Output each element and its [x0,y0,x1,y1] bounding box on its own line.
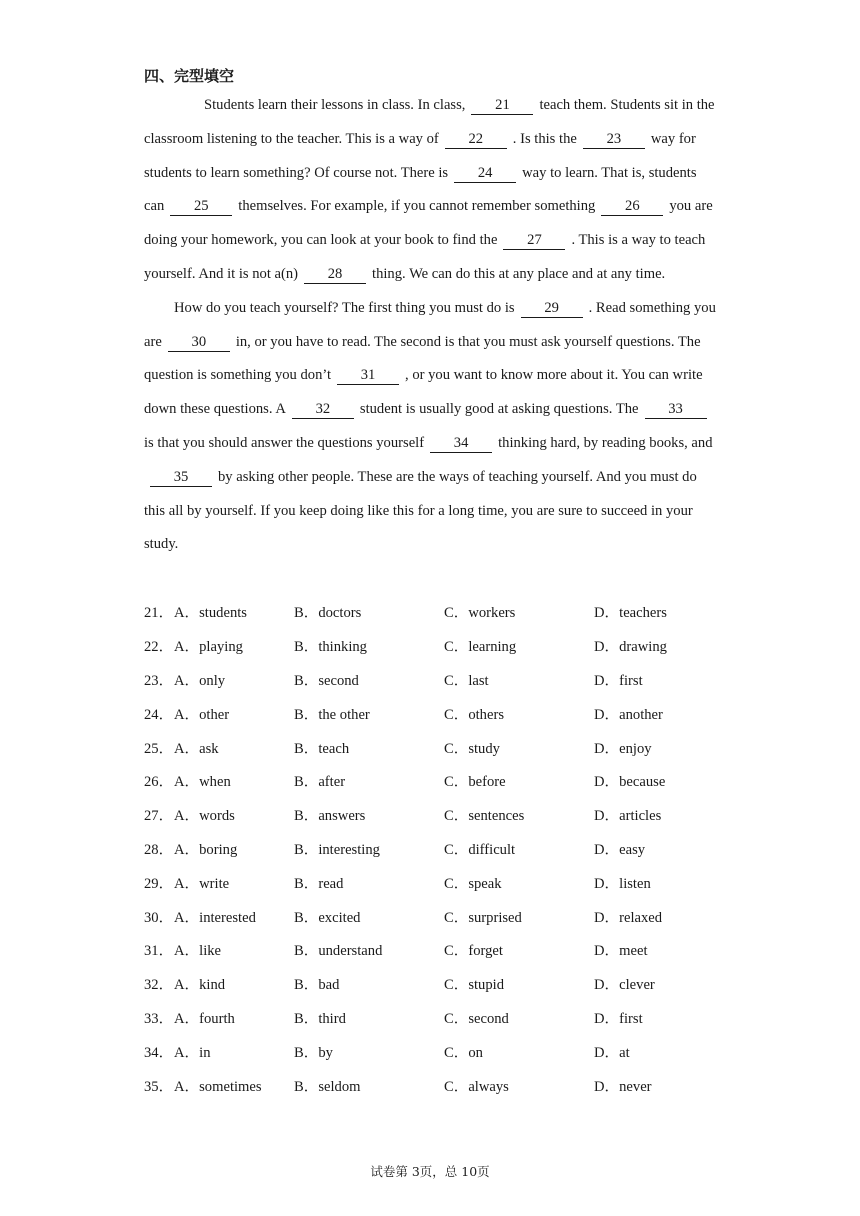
answer-blank: 30 [168,333,230,352]
passage-text: . This is a way to teach yourself. And it is not a(n) [144,232,706,282]
passage-text: Students learn their lessons in class. In class, [204,97,466,113]
passage-text: way to learn. That is, students can [144,164,697,215]
answer-option: A．write [174,875,230,892]
question-row [144,967,724,1001]
answer-blank: 24 [454,164,516,183]
answer-option: B．by [294,1044,333,1061]
answer-option: B．after [294,774,346,791]
answer-blank: 27 [503,231,565,250]
answer-option: B．third [294,1010,346,1027]
answer-option: C．last [444,672,489,689]
question-number: 30． [144,909,174,926]
answer-option: B．second [294,672,359,689]
question-number: 26． [144,774,174,791]
answer-option: A．fourth [174,1010,235,1027]
answer-option: D．relaxed [594,909,663,926]
passage-text: teach them. Students sit in the classroom listening to the teacher. This is a way of [144,97,715,147]
passage-text: . Is this the [512,130,577,147]
answer-option: D．meet [594,943,648,960]
answer-option: C．workers [444,605,516,622]
passage-text: , or you want to know more about it. You can write down these questions. A [144,367,703,418]
answer-option: B．thinking [294,639,367,656]
question-row [144,730,724,764]
question-row [144,595,724,629]
passage-text: student is usually good at asking questions. The [359,401,639,418]
question-number: 27． [144,808,174,825]
answer-option: C．learning [444,639,517,656]
answer-option: A．interested [174,909,256,926]
answer-option: A．other [174,706,230,723]
answer-option: C．others [444,706,504,723]
answer-option: B．read [294,875,344,892]
answer-option: C．sentences [444,808,525,825]
answer-option: A．sometimes [174,1078,262,1095]
answer-blank: 28 [304,265,366,284]
answer-blank: 31 [337,366,399,385]
passage-paragraph-1 [144,89,716,292]
answer-option: D．drawing [594,639,667,656]
answer-option: C．second [444,1010,509,1027]
answer-blank: 22 [445,130,507,149]
answer-option: D．never [594,1078,652,1095]
passage-text: . Read something you are [144,299,716,350]
question-row [144,629,724,663]
answer-option: B．bad [294,977,340,994]
answer-option: B．answers [294,808,366,825]
answer-option: C．surprised [444,909,522,926]
answer-option: D．articles [594,808,662,825]
answer-option: A．when [174,774,231,791]
question-number: 32． [144,977,174,994]
question-number: 31． [144,943,174,960]
question-row [144,764,724,798]
answer-option: D．because [594,774,666,791]
answer-option: D．teachers [594,605,667,622]
answer-option: B．interesting [294,841,380,858]
passage-text: is that you should answer the questions yourself [144,434,425,451]
answer-blank: 32 [292,400,354,419]
question-number: 29． [144,875,174,892]
question-number: 28． [144,841,174,858]
passage-text: How do you teach yourself? The first thing you must do is [174,299,515,316]
answer-option: B．teach [294,740,350,757]
answer-option: D．clever [594,977,655,994]
question-row [144,1034,724,1068]
answer-option: C．forget [444,943,503,960]
question-number: 22． [144,639,174,656]
answer-option: D．easy [594,841,646,858]
answer-option: D．another [594,706,663,723]
question-row [144,798,724,832]
passage-paragraph-2 [144,292,716,562]
passage-text: thinking hard, by reading books, and [498,434,713,451]
answer-blank: 25 [170,197,232,216]
answer-option: D．listen [594,875,651,892]
passage-text: you are doing your homework, you can look at your book to find the [144,198,713,249]
passage-text: in, or you have to read. The second is that you must ask yourself questions. The question is something you don’t [144,333,701,384]
question-row [144,832,724,866]
answer-option: A．students [174,605,247,622]
answer-option: B．understand [294,943,383,960]
answer-blank: 23 [583,130,645,149]
question-number: 23． [144,672,174,689]
answer-option: B．excited [294,909,361,926]
section-title: 四、完型填空 [144,67,235,85]
answer-option: B．seldom [294,1078,361,1095]
answer-option: C．difficult [444,841,516,858]
page-footer: 试卷第 3页，总 10页 [370,1164,490,1179]
question-options-list [144,595,724,1102]
question-row [144,663,724,697]
answer-blank: 33 [645,400,707,419]
question-row [144,696,724,730]
answer-option: A．ask [174,740,219,757]
passage-text: themselves. For example, if you cannot remember something [238,198,596,215]
answer-blank: 29 [521,299,583,318]
question-row [144,1001,724,1035]
answer-option: A．words [174,808,235,825]
question-number: 33． [144,1010,174,1027]
answer-option: C．before [444,774,506,791]
question-number: 34． [144,1044,174,1061]
answer-option: C．on [444,1044,483,1061]
answer-option: A．boring [174,841,238,858]
answer-option: D．first [594,672,643,689]
answer-blank: 21 [471,96,533,115]
answer-option: C．stupid [444,977,505,994]
answer-option: C．always [444,1078,509,1095]
answer-option: A．in [174,1044,211,1061]
answer-option: B．the other [294,706,370,723]
answer-blank: 34 [430,434,492,453]
passage-text: way for students to learn something? Of course not. There is [144,130,696,181]
answer-blank: 35 [150,468,212,487]
question-number: 21． [144,605,174,622]
answer-option: A．kind [174,977,226,994]
question-number: 25． [144,740,174,757]
question-number: 24． [144,706,174,723]
answer-option: A．like [174,943,222,960]
answer-option: B．doctors [294,605,362,622]
answer-option: C．study [444,740,500,757]
question-row [144,933,724,967]
passage-text: by asking other people. These are the ways of teaching yourself. And you must do this all by yourself. If you keep doing like this for a long time, you are sure to succeed in your study. [144,468,697,553]
question-row [144,899,724,933]
passage-text: thing. We can do this at any place and at any time. [372,265,666,282]
answer-blank: 26 [601,197,663,216]
question-row [144,1068,724,1102]
cloze-passage [144,89,716,562]
answer-option: D．first [594,1010,643,1027]
answer-option: D．at [594,1044,630,1061]
answer-option: A．playing [174,639,243,656]
answer-option: C．speak [444,875,502,892]
question-row [144,865,724,899]
answer-option: A．only [174,672,226,689]
answer-option: D．enjoy [594,740,652,757]
question-number: 35． [144,1078,174,1095]
